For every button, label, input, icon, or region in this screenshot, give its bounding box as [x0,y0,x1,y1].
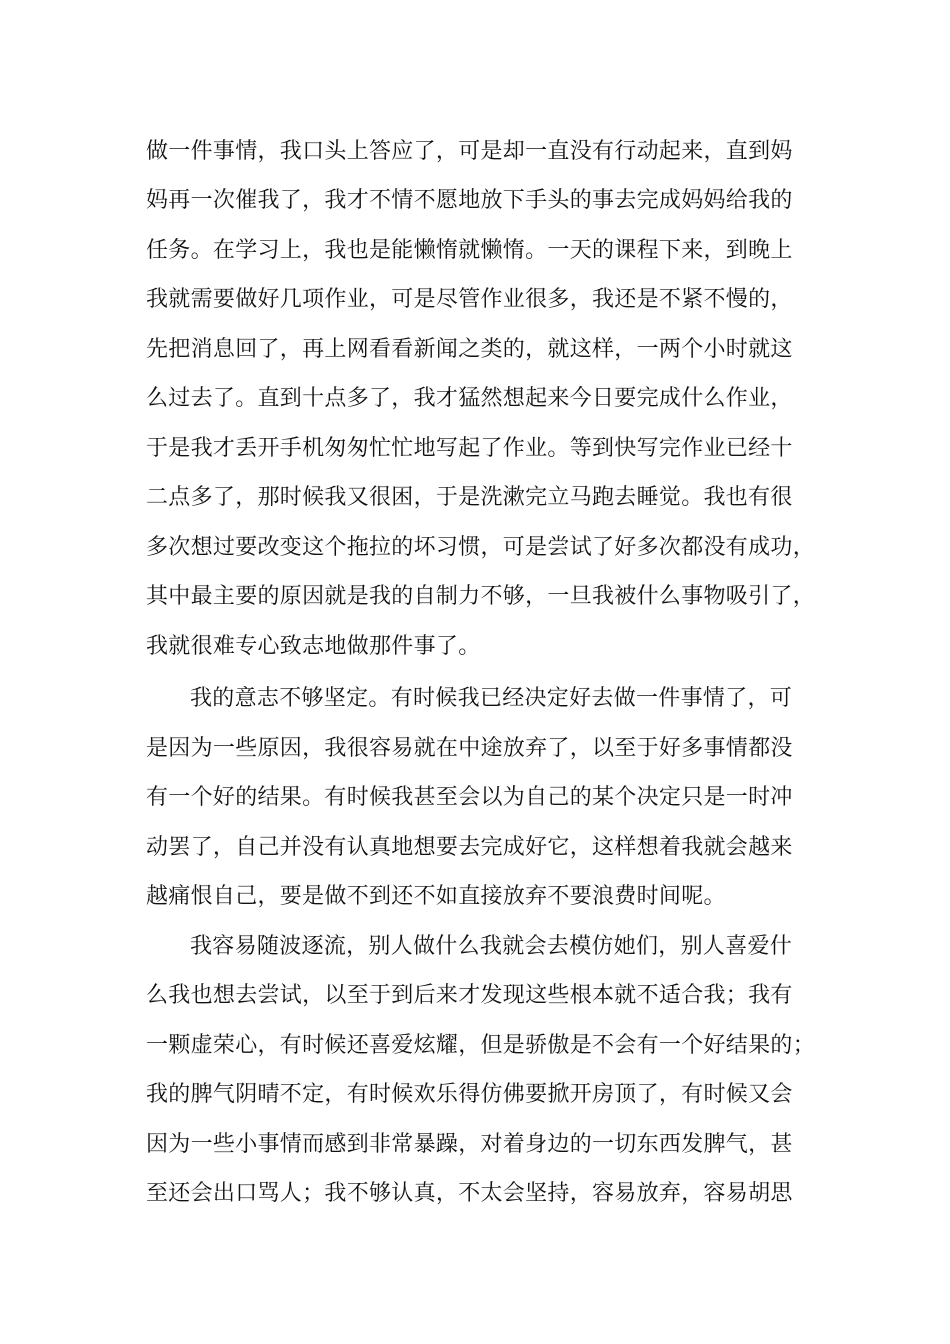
text-line: 动罢了，自己并没有认真地想要去完成好它，这样想着我就会越来 [146,835,793,860]
text-line: 一颗虚荣心，有时候还喜爱炫耀，但是骄傲是不会有一个好结果的； [146,1033,816,1058]
text-line: 么过去了。直到十点多了，我才猛然想起来今日要完成什么作业， [146,386,793,411]
text-line: 先把消息回了，再上网看看新闻之类的，就这样，一两个小时就这 [146,337,793,362]
text-line: 任务。在学习上，我也是能懒惰就懒惰。一天的课程下来，到晚上 [146,238,793,263]
text-line: 我的脾气阴晴不定，有时候欢乐得仿佛要掀开房顶了，有时候又会 [146,1082,793,1107]
text-line: 做一件事情，我口头上答应了，可是却一直没有行动起来，直到妈 [146,139,793,164]
paragraph-first-line: 我容易随波逐流，别人做什么我就会去模仿她们，别人喜爱什 [190,934,793,959]
paragraph-first-line: 我的意志不够坚定。有时候我已经决定好去做一件事情了，可 [190,686,793,711]
text-line: 多次想过要改变这个拖拉的坏习惯，可是尝试了好多次都没有成功， [146,535,816,560]
text-line: 我就很难专心致志地做那件事了。 [146,634,481,659]
text-line: 因为一些小事情而感到非常暴躁，对着身边的一切东西发脾气，甚 [146,1132,793,1157]
text-line: 其中最主要的原因就是我的自制力不够，一旦我被什么事物吸引了， [146,584,816,609]
text-line: 是因为一些原因，我很容易就在中途放弃了，以至于好多事情都没 [146,736,793,761]
text-line: 于是我才丢开手机匆匆忙忙地写起了作业。等到快写完作业已经十 [146,436,793,461]
text-line: 有一个好的结果。有时候我甚至会以为自己的某个决定只是一时冲 [146,785,793,810]
text-line: 我就需要做好几项作业，可是尽管作业很多，我还是不紧不慢的， [146,287,793,312]
text-line: 么我也想去尝试，以至于到后来才发现这些根本就不适合我；我有 [146,983,793,1008]
text-line: 至还会出口骂人；我不够认真，不太会坚持，容易放弃，容易胡思 [146,1181,793,1206]
text-line: 越痛恨自己，要是做不到还不如直接放弃不要浪费时间呢。 [146,884,726,909]
text-line: 二点多了，那时候我又很困，于是洗漱完立马跑去睡觉。我也有很 [146,485,793,510]
text-line: 妈再一次催我了，我才不情不愿地放下手头的事去完成妈妈给我的 [146,188,793,213]
